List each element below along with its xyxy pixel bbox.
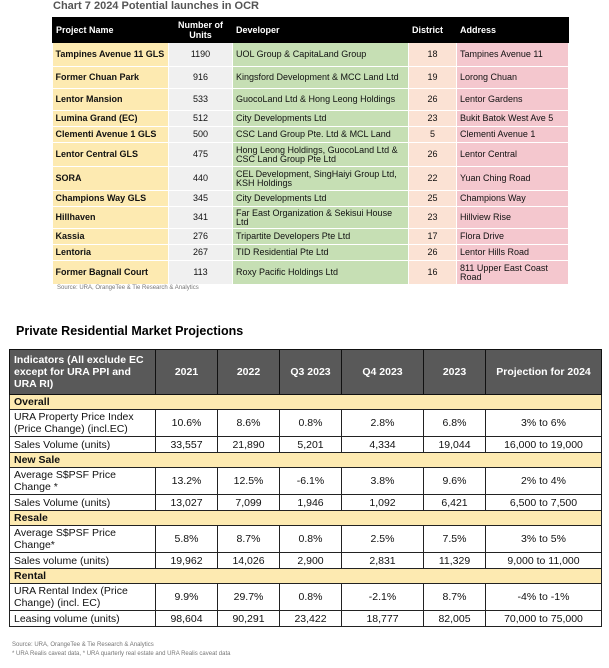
value-2022: 14,026: [218, 553, 280, 569]
section-resale: [10, 511, 602, 526]
project-name: Tampines Avenue 11 GLS: [53, 43, 169, 67]
address: Lentor Gardens: [457, 89, 569, 111]
project-name: Former Bagnall Court: [53, 261, 169, 285]
section-label: Resale: [10, 511, 602, 526]
district: 26: [409, 143, 457, 167]
units: 475: [169, 143, 233, 167]
address: Clementi Avenue 1: [457, 127, 569, 143]
district: 26: [409, 245, 457, 261]
table-row: [53, 167, 569, 191]
value-q4-2023: 3.8%: [342, 468, 424, 495]
value-2022: 8.7%: [218, 526, 280, 553]
footnote-line: * URA Realis caveat data, * URA quarterly real estate and URA Realis caveat data: [12, 651, 231, 657]
units: 267: [169, 245, 233, 261]
value-q3-2023: 23,422: [280, 611, 342, 627]
value-2023: 19,044: [424, 437, 486, 453]
value-projection-2024: 3% to 6%: [486, 410, 602, 437]
address: Hillview Rise: [457, 207, 569, 229]
indicator-label: URA Property Price Index (Price Change) (incl.EC): [10, 410, 156, 437]
units: 341: [169, 207, 233, 229]
developer: Hong Leong Holdings, GuocoLand Ltd & CSC Land Group Pte Ltd: [233, 143, 409, 167]
value-2023: 9.6%: [424, 468, 486, 495]
source-line: Source: URA, OrangeTee & Tie Research & Analytics: [12, 642, 154, 648]
value-projection-2024: 16,000 to 19,000: [486, 437, 602, 453]
chart7-source: Source: URA, OrangeTee & Tie Research & Analytics: [57, 285, 199, 291]
value-q3-2023: 0.8%: [280, 584, 342, 611]
value-projection-2024: 2% to 4%: [486, 468, 602, 495]
district: 19: [409, 67, 457, 89]
value-2023: 82,005: [424, 611, 486, 627]
developer: UOL Group & CapitaLand Group: [233, 43, 409, 67]
value-2021: 10.6%: [156, 410, 218, 437]
table-row: [10, 553, 602, 569]
table-row: [53, 67, 569, 89]
district: 18: [409, 43, 457, 67]
units: 1190: [169, 43, 233, 67]
address: Tampines Avenue 11: [457, 43, 569, 67]
district: 23: [409, 207, 457, 229]
units: 500: [169, 127, 233, 143]
value-q4-2023: 2,831: [342, 553, 424, 569]
value-2022: 8.6%: [218, 410, 280, 437]
table-header-row: [10, 350, 602, 395]
indicator-label: Sales volume (units): [10, 553, 156, 569]
value-q4-2023: 4,334: [342, 437, 424, 453]
table-row: [53, 143, 569, 167]
indicator-label: Average S$PSF Price Change *: [10, 468, 156, 495]
project-name: Former Chuan Park: [53, 67, 169, 89]
section-label: New Sale: [10, 453, 602, 468]
value-2022: 90,291: [218, 611, 280, 627]
value-q3-2023: -6.1%: [280, 468, 342, 495]
address: Lentor Central: [457, 143, 569, 167]
address: 811 Upper East Coast Road: [457, 261, 569, 285]
address: Champions Way: [457, 191, 569, 207]
value-2022: 7,099: [218, 495, 280, 511]
col-2021: 2021: [156, 350, 218, 395]
table-row: [10, 526, 602, 553]
developer: Kingsford Development & MCC Land Ltd: [233, 67, 409, 89]
table-row: [10, 410, 602, 437]
value-q4-2023: 2.5%: [342, 526, 424, 553]
col-q3-2023: Q3 2023: [280, 350, 342, 395]
table-row: [53, 127, 569, 143]
developer: TID Residential Pte Ltd: [233, 245, 409, 261]
developer: City Developments Ltd: [233, 111, 409, 127]
projections-title: Private Residential Market Projections: [16, 324, 244, 338]
value-q3-2023: 5,201: [280, 437, 342, 453]
col-developer: Developer: [233, 18, 409, 43]
potential-launches-table: [52, 17, 569, 285]
table-row: [53, 111, 569, 127]
indicator-label: Sales Volume (units): [10, 495, 156, 511]
indicator-label: URA Rental Index (Price Change) (incl. EC): [10, 584, 156, 611]
table-row: [53, 43, 569, 67]
table-row: [53, 191, 569, 207]
district: 22: [409, 167, 457, 191]
address: Yuan Ching Road: [457, 167, 569, 191]
col-2022: 2022: [218, 350, 280, 395]
district: 5: [409, 127, 457, 143]
project-name: Clementi Avenue 1 GLS: [53, 127, 169, 143]
col-indicators: Indicators (All exclude EC except for URA PPI and URA RI): [10, 350, 156, 395]
value-2021: 98,604: [156, 611, 218, 627]
value-2022: 29.7%: [218, 584, 280, 611]
value-q3-2023: 0.8%: [280, 410, 342, 437]
district: 16: [409, 261, 457, 285]
value-q4-2023: 18,777: [342, 611, 424, 627]
projections-table: [9, 349, 602, 627]
value-2021: 9.9%: [156, 584, 218, 611]
developer: Tripartite Developers Pte Ltd: [233, 229, 409, 245]
value-projection-2024: 3% to 5%: [486, 526, 602, 553]
value-q4-2023: 2.8%: [342, 410, 424, 437]
value-2023: 6,421: [424, 495, 486, 511]
developer: GuocoLand Ltd & Hong Leong Holdings: [233, 89, 409, 111]
project-name: Lumina Grand (EC): [53, 111, 169, 127]
project-name: SORA: [53, 167, 169, 191]
indicator-label: Sales Volume (units): [10, 437, 156, 453]
value-q3-2023: 1,946: [280, 495, 342, 511]
address: Lentor Hills Road: [457, 245, 569, 261]
project-name: Kassia: [53, 229, 169, 245]
col-projection-2024: Projection for 2024: [486, 350, 602, 395]
project-name: Hillhaven: [53, 207, 169, 229]
table-row: [53, 245, 569, 261]
units: 113: [169, 261, 233, 285]
section-label: Overall: [10, 395, 602, 410]
value-2021: 33,557: [156, 437, 218, 453]
section-new-sale: [10, 453, 602, 468]
indicator-label: Leasing volume (units): [10, 611, 156, 627]
value-2022: 21,890: [218, 437, 280, 453]
developer: Roxy Pacific Holdings Ltd: [233, 261, 409, 285]
table-row: [10, 495, 602, 511]
section-rental: [10, 569, 602, 584]
table-row: [10, 468, 602, 495]
col-district: District: [409, 18, 457, 43]
value-2021: 13,027: [156, 495, 218, 511]
value-q4-2023: -2.1%: [342, 584, 424, 611]
col-project-name: Project Name: [53, 18, 169, 43]
chart7-title: Chart 7 2024 Potential launches in OCR: [53, 0, 260, 12]
address: Bukit Batok West Ave 5: [457, 111, 569, 127]
value-2022: 12.5%: [218, 468, 280, 495]
developer: Far East Organization & Sekisui House Ltd: [233, 207, 409, 229]
project-name: Lentoria: [53, 245, 169, 261]
value-q3-2023: 2,900: [280, 553, 342, 569]
value-q4-2023: 1,092: [342, 495, 424, 511]
district: 26: [409, 89, 457, 111]
value-projection-2024: 70,000 to 75,000: [486, 611, 602, 627]
section-label: Rental: [10, 569, 602, 584]
table-header-row: [53, 18, 569, 43]
table-row: [10, 584, 602, 611]
project-name: Lentor Mansion: [53, 89, 169, 111]
value-2023: 8.7%: [424, 584, 486, 611]
address: Lorong Chuan: [457, 67, 569, 89]
units: 345: [169, 191, 233, 207]
developer: City Developments Ltd: [233, 191, 409, 207]
units: 512: [169, 111, 233, 127]
developer: CSC Land Group Pte. Ltd & MCL Land: [233, 127, 409, 143]
value-2023: 6.8%: [424, 410, 486, 437]
value-projection-2024: -4% to -1%: [486, 584, 602, 611]
value-2021: 5.8%: [156, 526, 218, 553]
developer: CEL Development, SingHaiyi Group Ltd, KSH Holdings: [233, 167, 409, 191]
value-2021: 19,962: [156, 553, 218, 569]
district: 25: [409, 191, 457, 207]
col-number-of-units: Number of Units: [169, 18, 233, 43]
table-row: [53, 89, 569, 111]
col-2023: 2023: [424, 350, 486, 395]
district: 23: [409, 111, 457, 127]
address: Flora Drive: [457, 229, 569, 245]
units: 916: [169, 67, 233, 89]
indicator-label: Average S$PSF Price Change*: [10, 526, 156, 553]
project-name: Lentor Central GLS: [53, 143, 169, 167]
units: 440: [169, 167, 233, 191]
value-q3-2023: 0.8%: [280, 526, 342, 553]
table-row: [53, 261, 569, 285]
projections-source: [12, 641, 230, 659]
units: 276: [169, 229, 233, 245]
table-row: [53, 207, 569, 229]
value-2021: 13.2%: [156, 468, 218, 495]
value-projection-2024: 9,000 to 11,000: [486, 553, 602, 569]
value-2023: 11,329: [424, 553, 486, 569]
col-address: Address: [457, 18, 569, 43]
value-2023: 7.5%: [424, 526, 486, 553]
section-overall: [10, 395, 602, 410]
table-row: [10, 437, 602, 453]
table-row: [10, 611, 602, 627]
units: 533: [169, 89, 233, 111]
col-q4-2023: Q4 2023: [342, 350, 424, 395]
value-projection-2024: 6,500 to 7,500: [486, 495, 602, 511]
district: 17: [409, 229, 457, 245]
project-name: Champions Way GLS: [53, 191, 169, 207]
table-row: [53, 229, 569, 245]
